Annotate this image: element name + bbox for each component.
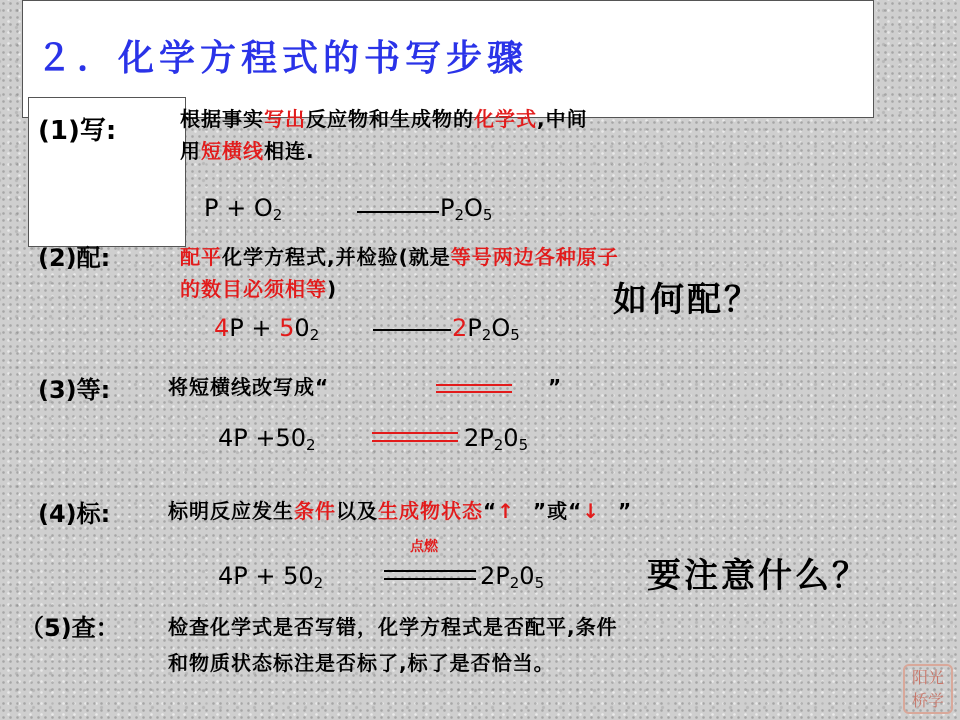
step5-description-line1: 检查化学式是否写错，化学方程式是否配平,条件 xyxy=(168,615,618,639)
step2-short-dash xyxy=(373,329,451,331)
step2-description-line2: 的数目必须相等) xyxy=(180,277,338,301)
step2-description-line1: 配平化学方程式,并检验(就是等号两边各种原子 xyxy=(180,245,619,269)
step-label-balance: (2)配: xyxy=(38,244,111,272)
step2-equation-left: $4P + 50_2$ xyxy=(214,314,320,344)
seal-logo xyxy=(903,664,953,714)
seal-logo-char: 光 xyxy=(928,667,945,687)
step1-description-line2: 用短横线相连. xyxy=(180,139,315,163)
equals-sign-bottom xyxy=(436,391,512,393)
step-label-write: (1)写: xyxy=(38,116,117,146)
step1-description-line1: 根据事实写出反应物和生成物的化学式,中间 xyxy=(180,107,588,131)
step-label-equal: (3)等: xyxy=(38,376,111,404)
step3-equation-right: $2P_20_5$ xyxy=(464,424,529,454)
step4-equals-bottom xyxy=(384,578,476,580)
equals-sign-top xyxy=(436,384,512,386)
reaction-condition-ignite: 点燃 xyxy=(410,539,438,555)
step-label-check: （5)查： xyxy=(20,614,120,642)
down-arrow-icon: ↓ xyxy=(582,499,600,523)
step4-equation-right: $2P_20_5$ xyxy=(480,562,545,592)
seal-logo-char: 桥 xyxy=(911,690,928,710)
step4-equation-left: $4P + 50_2$ xyxy=(218,562,324,592)
step3-description-close: ” xyxy=(548,375,563,399)
step4-equals-top xyxy=(384,570,476,572)
page-title: ２．化学方程式的书写步骤 xyxy=(36,38,529,79)
question-how-to-balance: 如何配？ xyxy=(613,280,761,320)
step3-equals-top xyxy=(372,432,458,434)
seal-logo-char: 学 xyxy=(928,690,945,710)
step-label-mark: (4)标: xyxy=(38,500,111,528)
step1-equation-left: $P + O_2$ xyxy=(204,194,283,224)
step3-equation-left: $4P +50_2$ xyxy=(218,424,316,454)
step2-equation-right: $2P_2O_5$ xyxy=(452,314,520,344)
step1-short-dash xyxy=(357,211,439,213)
seal-logo-char: 阳 xyxy=(911,667,928,687)
step5-description-line2: 和物质状态标注是否标了,标了是否恰当。 xyxy=(168,651,555,675)
step3-equals-bottom xyxy=(372,440,458,442)
step1-equation-right: $P_2O_5$ xyxy=(440,194,493,224)
step3-description: 将短横线改写成“ xyxy=(168,375,330,399)
step4-description: 标明反应发生条件以及生成物状态“↑ ”或“↓ ” xyxy=(168,499,633,523)
question-what-to-note: 要注意什么？ xyxy=(647,556,869,596)
up-arrow-icon: ↑ xyxy=(497,499,515,523)
